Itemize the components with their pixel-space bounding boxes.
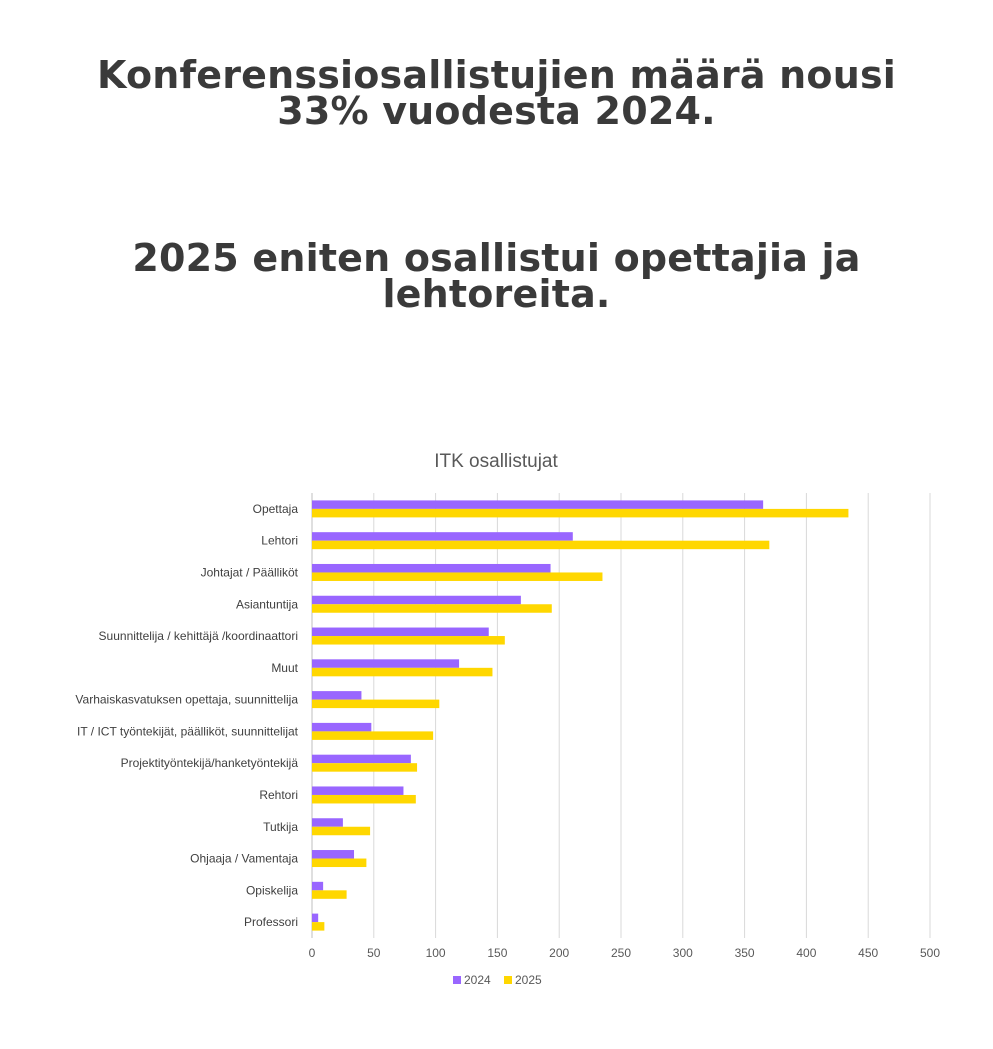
legend-label-2024: 2024 [464, 973, 491, 987]
x-tick-label: 500 [919, 946, 941, 960]
bar-2024 [312, 755, 411, 764]
bar-2025 [312, 859, 366, 868]
category-label: Opiskelija [245, 883, 298, 898]
bar-2025 [312, 890, 347, 899]
category-label: Professori [243, 915, 298, 930]
bar-2025 [312, 636, 505, 645]
category-label: Projektityöntekijä/hanketyöntekijä [120, 756, 298, 771]
category-label: Asiantuntija [235, 597, 298, 612]
category-label: Rehtori [259, 787, 298, 802]
bar-2024 [312, 628, 489, 637]
bar-2024 [312, 882, 323, 891]
category-label: Suunnittelija / kehittäjä /koordinaattori [98, 629, 298, 644]
bar-2025 [312, 700, 439, 709]
category-labels [75, 502, 298, 929]
bar-2024 [312, 659, 459, 668]
chart-bars [312, 500, 848, 930]
category-label: Lehtori [261, 533, 298, 548]
bar-2025 [312, 763, 417, 772]
category-label: Opettaja [252, 501, 298, 516]
bar-2025 [312, 922, 324, 931]
bar-2025 [312, 541, 769, 550]
headline-1 [0, 53, 993, 133]
x-tick-label: 200 [549, 946, 570, 960]
bar-2025 [312, 668, 492, 677]
bar-2025 [312, 604, 552, 613]
bar-2025 [312, 572, 602, 581]
bar-2024 [312, 723, 371, 732]
x-tick-label: 150 [487, 946, 508, 960]
bar-2025 [312, 731, 433, 740]
x-tick-labels [309, 946, 941, 960]
bar-2024 [312, 850, 354, 859]
bar-2024 [312, 818, 343, 827]
legend-swatch-2025 [504, 976, 512, 984]
bar-2024 [312, 786, 403, 795]
x-tick-label: 450 [858, 946, 879, 960]
x-tick-label: 400 [796, 946, 817, 960]
bar-2024 [312, 564, 551, 573]
headline-1-line-a: Konferenssiosallistujien määrä nousi [96, 53, 896, 97]
category-label: Ohjaaja / Vamentaja [190, 851, 298, 866]
category-label: Tutkija [263, 819, 298, 834]
chart-title: ITK osallistujat [434, 451, 558, 472]
headline-2-line-a: 2025 eniten osallistui opettajia ja [132, 236, 861, 280]
bar-2024 [312, 914, 318, 923]
bar-chart [0, 440, 993, 1020]
x-tick-label: 250 [610, 946, 632, 960]
category-label: Varhaiskasvatuksen opettaja, suunnittelija [75, 692, 298, 707]
x-tick-label: 350 [734, 946, 755, 960]
headline-2 [0, 236, 993, 316]
headline-2-line-b: lehtoreita. [382, 272, 611, 316]
bar-2025 [312, 509, 848, 518]
legend-swatch-2024 [453, 976, 461, 984]
legend-label-2025: 2025 [515, 973, 542, 987]
bar-2025 [312, 795, 416, 804]
x-tick-label: 100 [425, 946, 446, 960]
category-label: Johtajat / Päälliköt [200, 565, 298, 580]
bar-2024 [312, 500, 763, 509]
bar-2024 [312, 691, 361, 700]
x-tick-label: 50 [367, 946, 381, 960]
category-label: Muut [271, 660, 298, 675]
x-tick-label: 0 [308, 946, 316, 960]
bar-2024 [312, 596, 521, 605]
category-label: IT / ICT työntekijät, päälliköt, suunnittelijat [77, 724, 298, 739]
x-tick-label: 300 [672, 946, 693, 960]
chart-legend [453, 973, 542, 987]
headline-1-line-b: 33% vuodesta 2024. [277, 89, 716, 133]
chart-grid [312, 493, 930, 938]
bar-2024 [312, 532, 573, 541]
bar-2025 [312, 827, 370, 836]
